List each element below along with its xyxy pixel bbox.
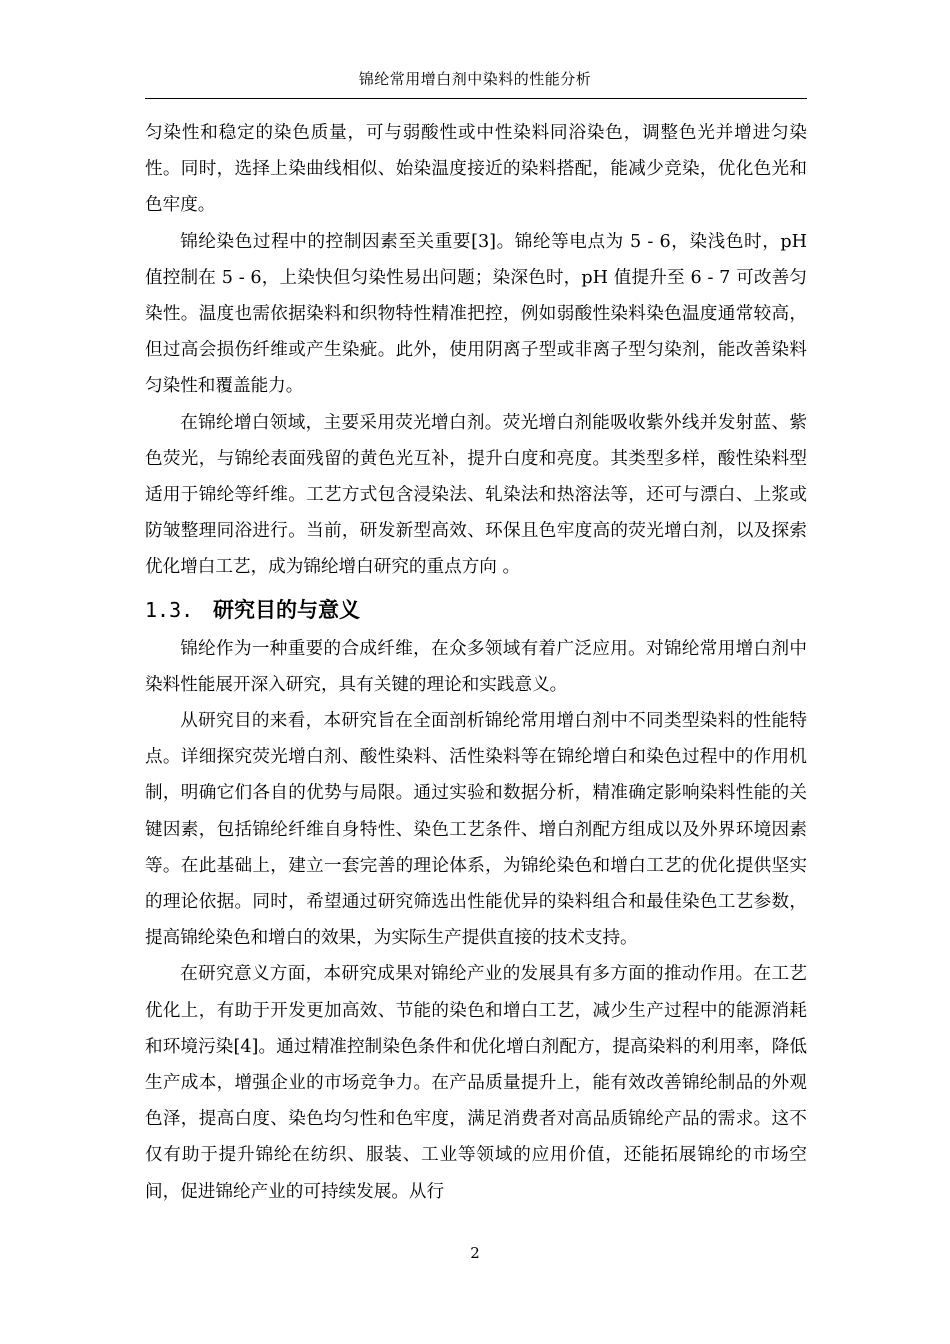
page-header: 锦纶常用增白剂中染料的性能分析 xyxy=(358,70,592,88)
paragraph-continuation: 匀染性和稳定的染色质量，可与弱酸性或中性染料同浴染色，调整色光并增进匀染性。同时，选择上染曲线相似、始染温度接近的染料搭配，能减少竞染，优化色光和色牢度。 xyxy=(145,123,807,216)
section-number: 1.3. xyxy=(145,597,194,622)
paragraph-whitening: 在锦纶增白领域，主要采用荧光增白剂。荧光增白剂能吸收紫外线并发射蓝、紫色荧光，与锦纶表面残留的黄色光互补，提升白度和亮度。其类型多样，酸性染料型适用于锦纶等纤维。工艺方式包含浸染法、轧染法和热溶法等，还可与漂白、上浆或防皱整理同浴进行。当前，研发新型高效、环保且色牢度高的荧光增白剂，以及探索优化增白工艺，成为锦纶增白研究的重点方向 。 xyxy=(145,412,807,578)
paragraph-research-purpose: 从研究目的来看，本研究旨在全面剖析锦纶常用增白剂中不同类型染料的性能特点。详细探究荧光增白剂、酸性染料、活性染料等在锦纶增白和染色过程中的作用机制，明确它们各自的优势与局限。通过实验和数据分析，精准确定影响染料性能的关键因素，包括锦纶纤维自身特性、染色工艺条件、增白剂配方组成以及外界环境因素等。在此基础上，建立一套完善的理论体系，为锦纶染色和增白工艺的优化提供坚实的理论依据。同时，希望通过研究筛选出性能优异的染料组合和最佳染色工艺参数，提高锦纶染色和增白的效果，为实际生产提供直接的技术支持。 xyxy=(145,711,807,949)
section-heading xyxy=(145,589,807,631)
section-title: 研究目的与意义 xyxy=(213,597,360,622)
document-body xyxy=(145,115,807,1210)
header-divider xyxy=(145,98,807,99)
paragraph-dyeing-control: 锦纶染色过程中的控制因素至关重要[3]。锦纶等电点为 5 - 6，染浅色时，pH 值控制在 5 - 6，上染快但匀染性易出问题；染深色时，pH 值提升至 6 - 7 可改善匀染性。温度也需依据染料和织物特性精准把控，例如弱酸性染料染色温度通常较高，但过高会损伤纤维或产生染疵。此外，使用阴离子型或非离子型匀染剂，能改善染料匀染性和覆盖能力。 xyxy=(145,231,807,397)
paragraph-introduction: 锦纶作为一种重要的合成纤维，在众多领域有着广泛应用。对锦纶常用增白剂中染料性能展开深入研究，具有关键的理论和实践意义。 xyxy=(145,638,807,695)
page-number: 2 xyxy=(470,1244,480,1262)
paragraph-research-significance: 在研究意义方面，本研究成果对锦纶产业的发展具有多方面的推动作用。在工艺优化上，有助于开发更加高效、节能的染色和增白工艺，减少生产过程中的能源消耗和环境污染[4]。通过精准控制染色条件和优化增白剂配方，提高染料的利用率，降低生产成本，增强企业的市场竞争力。在产品质量提升上，能有效改善锦纶制品的外观色泽，提高白度、染色均匀性和色牢度，满足消费者对高品质锦纶产品的需求。这不仅有助于提升锦纶在纺织、服装、工业等领域的应用价值，还能拓展锦纶的市场空间，促进锦纶产业的可持续发展。从行 xyxy=(145,964,807,1202)
